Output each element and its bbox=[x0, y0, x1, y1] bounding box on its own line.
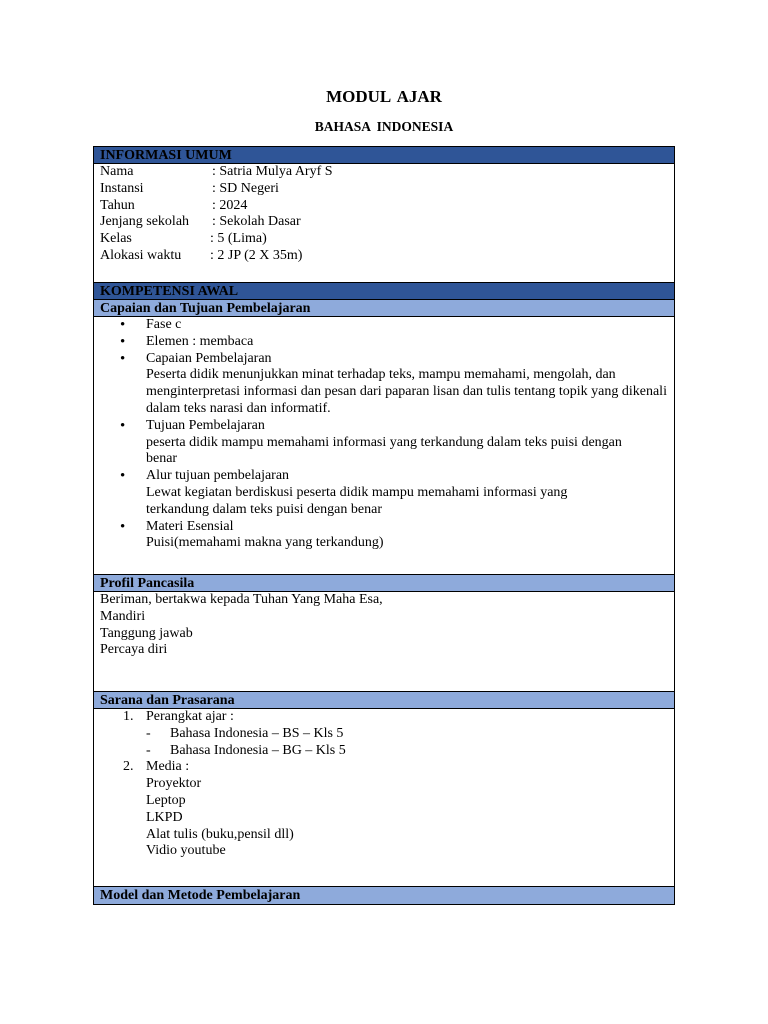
item-title: • Fase c bbox=[146, 317, 182, 332]
list-item bbox=[100, 418, 668, 468]
list-item bbox=[100, 519, 668, 553]
media-line: Proyektor bbox=[146, 776, 202, 792]
sarana-list bbox=[100, 709, 668, 860]
module-table bbox=[93, 146, 675, 905]
list-item bbox=[100, 351, 668, 418]
info-row bbox=[100, 214, 668, 231]
item-title: • Materi Esensial bbox=[146, 518, 234, 534]
profil-body bbox=[94, 592, 674, 692]
capaian-body bbox=[94, 317, 674, 575]
info-value: : Satria Mulya Aryf S bbox=[212, 164, 333, 179]
item-title: • Elemen : membaca bbox=[146, 333, 254, 349]
info-value: : SD Negeri bbox=[212, 180, 279, 196]
profil-line: Percaya diri bbox=[100, 642, 168, 658]
capaian-list bbox=[100, 317, 668, 552]
profil-line: Tanggung jawab bbox=[100, 625, 193, 641]
item-text: peserta didik mampu memahami informasi yang terkandung dalam teks puisi dengan benar bbox=[146, 434, 622, 467]
list-item bbox=[100, 759, 668, 860]
list-item bbox=[100, 468, 668, 518]
item-title: Perangkat ajar : bbox=[146, 709, 234, 724]
item-number: 2. bbox=[123, 759, 134, 775]
section-header-capaian: Capaian dan Tujuan Pembelajaran bbox=[94, 300, 674, 317]
document-subtitle: BAHASA INDONESIA bbox=[314, 119, 454, 134]
sub-item: - Bahasa Indonesia – BS – Kls 5 bbox=[146, 726, 668, 743]
info-row bbox=[100, 164, 668, 181]
list-item bbox=[100, 317, 668, 334]
item-title: • Tujuan Pembelajaran bbox=[146, 417, 265, 433]
item-text: Lewat kegiatan berdiskusi peserta didik mampu memahami informasi yang terkandung dalam teks puisi dengan benar bbox=[146, 484, 568, 517]
info-value: : 2 JP (2 X 35m) bbox=[210, 247, 303, 263]
section-header-informasi-umum: INFORMASI UMUM bbox=[94, 147, 674, 164]
media-line: Vidio youtube bbox=[146, 843, 226, 859]
info-label: Instansi bbox=[100, 180, 144, 196]
info-label: Nama bbox=[100, 164, 134, 179]
item-title: Media : bbox=[146, 759, 190, 775]
item-number: 1. bbox=[123, 709, 134, 724]
sub-item: - Bahasa Indonesia – BG – Kls 5 bbox=[146, 743, 668, 760]
profil-line: Beriman, bertakwa kepada Tuhan Yang Maha Esa, bbox=[100, 592, 383, 607]
info-value: : 5 (Lima) bbox=[210, 231, 267, 247]
item-text: Peserta didik menunjukkan minat terhadap teks, mampu memahami, mengolah, dan menginterpretasi informasi dan pesan dari paparan lisan dan tulis tentang topik yang dikenali dalam teks narasi dan informatif. bbox=[146, 367, 667, 416]
info-row bbox=[100, 181, 668, 198]
info-label: Kelas bbox=[100, 231, 132, 247]
section-header-profil-pancasila: Profil Pancasila bbox=[94, 575, 674, 592]
info-label: Jenjang sekolah bbox=[100, 214, 190, 230]
media-line: Leptop bbox=[146, 792, 186, 808]
info-label: Tahun bbox=[100, 197, 135, 213]
media-line: Alat tulis (buku,pensil dll) bbox=[146, 826, 294, 842]
list-item bbox=[100, 709, 668, 759]
media-line: LKPD bbox=[146, 809, 183, 825]
item-title: • Capaian Pembelajaran bbox=[146, 350, 272, 366]
sub-list bbox=[146, 726, 668, 760]
item-text: Puisi(memahami makna yang terkandung) bbox=[146, 535, 384, 551]
section-header-model-metode: Model dan Metode Pembelajaran bbox=[94, 887, 674, 904]
section-header-kompetensi-awal: KOMPETENSI AWAL bbox=[94, 283, 674, 300]
list-item bbox=[100, 334, 668, 351]
document-title: MODUL AJAR bbox=[326, 87, 442, 106]
informasi-umum-body bbox=[94, 164, 674, 283]
item-title: • Alur tujuan pembelajaran bbox=[146, 468, 290, 484]
section-header-sarana: Sarana dan Prasarana bbox=[94, 692, 674, 709]
profil-line: Mandiri bbox=[100, 608, 146, 624]
info-value: : 2024 bbox=[212, 197, 248, 213]
sarana-body bbox=[94, 709, 674, 887]
info-row bbox=[100, 231, 668, 248]
info-row bbox=[100, 198, 668, 215]
info-value: : Sekolah Dasar bbox=[212, 214, 301, 230]
info-row bbox=[100, 248, 668, 265]
info-label: Alokasi waktu bbox=[100, 247, 182, 263]
